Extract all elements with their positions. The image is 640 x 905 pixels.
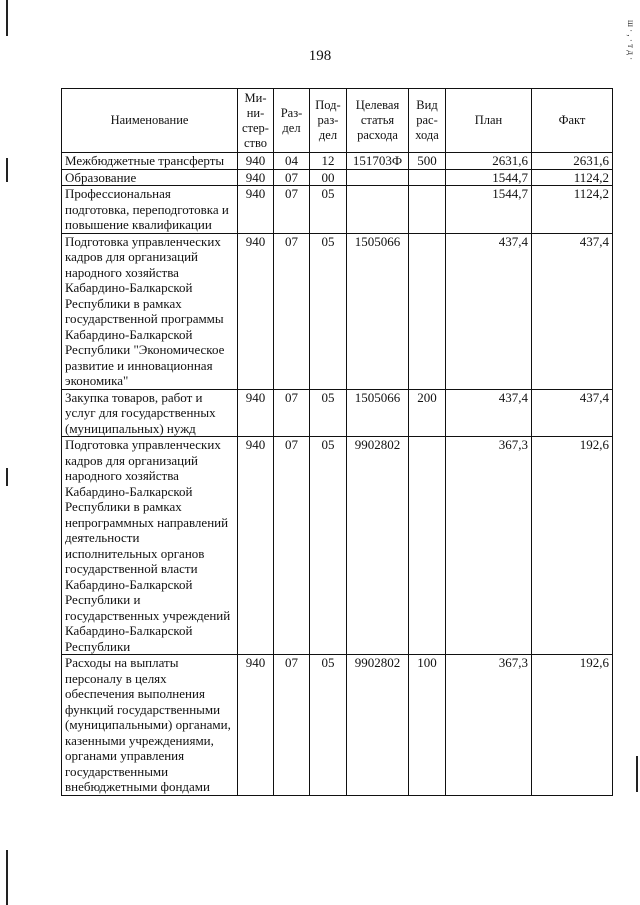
row-plan: 1544,7 bbox=[446, 186, 532, 234]
budget-table bbox=[61, 88, 613, 796]
row-target: 9902802 bbox=[347, 437, 409, 655]
row-target: 151703Ф bbox=[347, 153, 409, 170]
row-ministry: 940 bbox=[238, 186, 274, 234]
right-edge-mark bbox=[636, 756, 638, 792]
row-section: 07 bbox=[274, 186, 310, 234]
header-subsection: Под- раз- дел bbox=[310, 89, 347, 153]
row-ministry: 940 bbox=[238, 169, 274, 186]
left-edge-mark-lower bbox=[6, 468, 8, 486]
row-name: Профессиональная подготовка, переподготовка и повышение квалификации bbox=[62, 186, 238, 234]
row-target bbox=[347, 186, 409, 234]
page-number: 198 bbox=[308, 48, 332, 64]
header-plan: План bbox=[446, 89, 532, 153]
row-subsection: 05 bbox=[310, 389, 347, 437]
row-section: 07 bbox=[274, 437, 310, 655]
row-name: Межбюджетные трансферты bbox=[62, 153, 238, 170]
row-subsection: 05 bbox=[310, 437, 347, 655]
row-section: 07 bbox=[274, 655, 310, 796]
row-plan: 437,4 bbox=[446, 233, 532, 389]
row-ministry: 940 bbox=[238, 389, 274, 437]
row-ministry: 940 bbox=[238, 437, 274, 655]
row-subsection: 05 bbox=[310, 233, 347, 389]
table-row bbox=[62, 186, 613, 234]
row-plan: 437,4 bbox=[446, 389, 532, 437]
row-subsection: 00 bbox=[310, 169, 347, 186]
row-type bbox=[409, 233, 446, 389]
header-target: Целевая статья расхода bbox=[347, 89, 409, 153]
row-type: 200 bbox=[409, 389, 446, 437]
row-name: Образование bbox=[62, 169, 238, 186]
header-row bbox=[62, 89, 613, 153]
table-row bbox=[62, 437, 613, 655]
left-edge-mark-top bbox=[6, 0, 8, 36]
row-ministry: 940 bbox=[238, 655, 274, 796]
header-ministry: Ми- ни- стер- ство bbox=[238, 89, 274, 153]
row-fact: 192,6 bbox=[532, 437, 613, 655]
row-section: 07 bbox=[274, 389, 310, 437]
header-fact: Факт bbox=[532, 89, 613, 153]
row-plan: 2631,6 bbox=[446, 153, 532, 170]
header-name: Наименование bbox=[62, 89, 238, 153]
row-fact: 192,6 bbox=[532, 655, 613, 796]
row-section: 04 bbox=[274, 153, 310, 170]
row-name: Закупка товаров, работ и услуг для государственных (муниципальных) нужд bbox=[62, 389, 238, 437]
row-subsection: 05 bbox=[310, 186, 347, 234]
row-fact: 1124,2 bbox=[532, 186, 613, 234]
row-subsection: 12 bbox=[310, 153, 347, 170]
row-name: Подготовка управленческих кадров для организаций народного хозяйства Кабардино-Балкарской Республики в рамках государственной программы Кабардино-Балкарской Республики "Экономическое развитие и инновационная экономика" bbox=[62, 233, 238, 389]
table-row bbox=[62, 233, 613, 389]
row-fact: 2631,6 bbox=[532, 153, 613, 170]
row-fact: 437,4 bbox=[532, 389, 613, 437]
row-subsection: 05 bbox=[310, 655, 347, 796]
header-type: Вид рас- хода bbox=[409, 89, 446, 153]
header-section: Раз- дел bbox=[274, 89, 310, 153]
row-target: 9902802 bbox=[347, 655, 409, 796]
row-name: Расходы на выплаты персоналу в целях обеспечения выполнения функций государственными (муниципальными) органами, казенными учреждениями, органами управления государственными внебюджетными фондами bbox=[62, 655, 238, 796]
left-edge-mark-bottom bbox=[6, 850, 8, 905]
row-section: 07 bbox=[274, 169, 310, 186]
row-section: 07 bbox=[274, 233, 310, 389]
table-row bbox=[62, 153, 613, 170]
row-target: 1505066 bbox=[347, 233, 409, 389]
row-target bbox=[347, 169, 409, 186]
row-name: Подготовка управленческих кадров для организаций народного хозяйства Кабардино-Балкарской Республики в рамках непрограммных направлений деятельности исполнительных органов государственной власти Кабардино-Балкарской Республики и государственных учреждений Кабардино-Балкарской Республики bbox=[62, 437, 238, 655]
row-type: 100 bbox=[409, 655, 446, 796]
table-row bbox=[62, 655, 613, 796]
row-fact: 1124,2 bbox=[532, 169, 613, 186]
row-ministry: 940 bbox=[238, 233, 274, 389]
left-edge-mark-mid bbox=[6, 158, 8, 182]
table-row bbox=[62, 169, 613, 186]
row-ministry: 940 bbox=[238, 153, 274, 170]
row-plan: 367,3 bbox=[446, 655, 532, 796]
row-target: 1505066 bbox=[347, 389, 409, 437]
corner-mark: ш · , · т д · bbox=[626, 20, 636, 61]
table-row bbox=[62, 389, 613, 437]
row-plan: 1544,7 bbox=[446, 169, 532, 186]
row-plan: 367,3 bbox=[446, 437, 532, 655]
row-type bbox=[409, 186, 446, 234]
row-type: 500 bbox=[409, 153, 446, 170]
row-type bbox=[409, 169, 446, 186]
row-fact: 437,4 bbox=[532, 233, 613, 389]
row-type bbox=[409, 437, 446, 655]
